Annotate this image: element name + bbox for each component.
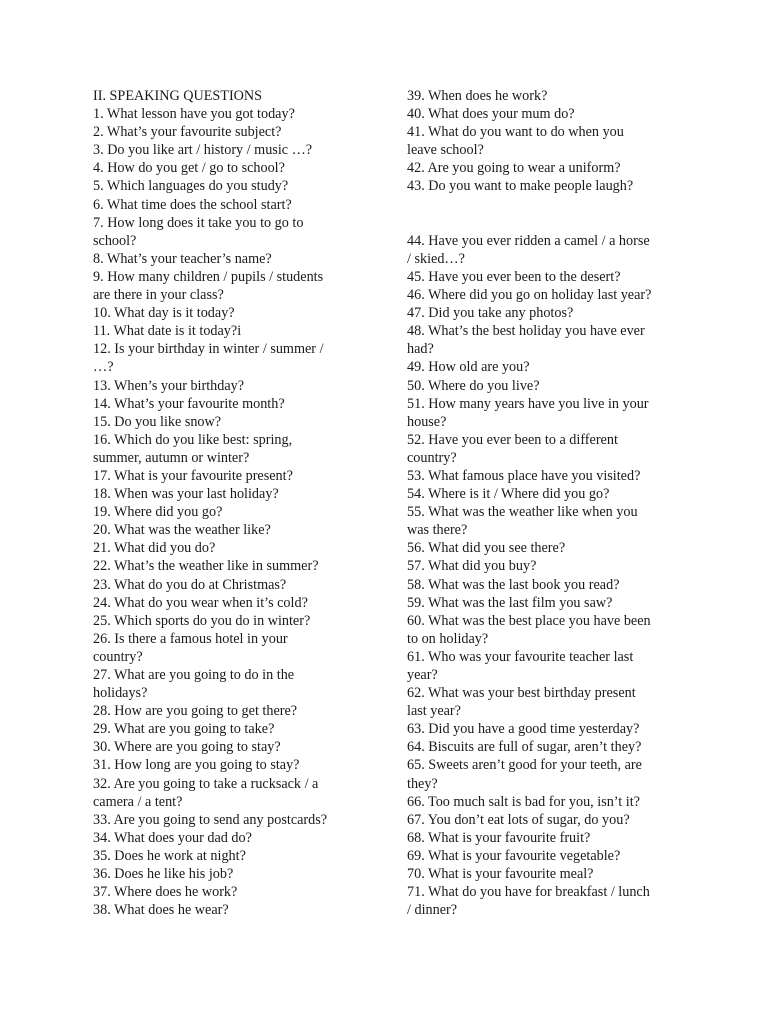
question-line: 57. What did you buy? [407, 558, 537, 575]
question-line: 3. Do you like art / history / music …? [93, 142, 313, 159]
question-line: 12. Is your birthday in winter / summer / [93, 341, 324, 358]
question-line: camera / a tent? [93, 793, 183, 810]
question-line: 4. How do you get / go to school? [93, 160, 285, 177]
question-line: 22. What’s the weather like in summer? [93, 558, 319, 575]
question-line: 67. You don’t eat lots of sugar, do you? [407, 811, 630, 828]
question-line: 25. Which sports do you do in winter? [93, 612, 311, 629]
question-line: 20. What was the weather like? [93, 522, 271, 539]
question-line: 38. What does he wear? [93, 902, 229, 919]
question-line: 10. What day is it today? [93, 305, 235, 322]
question-line: 56. What did you see there? [407, 540, 566, 557]
question-line: 1. What lesson have you got today? [93, 106, 295, 123]
question-line: last year? [407, 703, 461, 720]
question-line: / dinner? [407, 902, 458, 919]
question-line: they? [407, 775, 438, 792]
question-line: to on holiday? [407, 630, 489, 647]
question-line: 59. What was the last film you saw? [407, 594, 613, 611]
question-line: 29. What are you going to take? [93, 721, 275, 738]
question-line: 32. Are you going to take a rucksack / a [93, 775, 319, 792]
question-line: 50. Where do you live? [407, 377, 540, 394]
question-line: country? [93, 648, 143, 665]
question-line: 54. Where is it / Where did you go? [407, 486, 610, 503]
question-line: 5. Which languages do you study? [93, 178, 289, 195]
question-line: 48. What’s the best holiday you have ever [407, 323, 645, 340]
question-line: 66. Too much salt is bad for you, isn’t it? [407, 793, 640, 810]
question-line: 42. Are you going to wear a uniform? [407, 160, 621, 177]
column-gap [407, 196, 677, 232]
question-line: 65. Sweets aren’t good for your teeth, are [407, 757, 642, 774]
right-column [407, 87, 677, 919]
question-line: 64. Biscuits are full of sugar, aren’t they? [407, 739, 642, 756]
question-line: 63. Did you have a good time yesterday? [407, 721, 640, 738]
question-line: 26. Is there a famous hotel in your [93, 630, 288, 647]
question-line: 11. What date is it today?i [93, 323, 242, 340]
question-line: 60. What was the best place you have been [407, 612, 651, 629]
question-line: 46. Where did you go on holiday last year? [407, 287, 652, 304]
question-line: 68. What is your favourite fruit? [407, 829, 591, 846]
question-line: 35. Does he work at night? [93, 847, 246, 864]
question-line: / skied…? [407, 250, 465, 267]
question-line: 2. What’s your favourite subject? [93, 124, 282, 141]
right-column-bottom [407, 232, 677, 920]
question-line: 33. Are you going to send any postcards? [93, 811, 328, 828]
question-line: school? [93, 232, 137, 249]
question-line: 9. How many children / pupils / students [93, 268, 324, 285]
question-line: 61. Who was your favourite teacher last [407, 648, 634, 665]
question-line: 21. What did you do? [93, 540, 216, 557]
question-line: 15. Do you like snow? [93, 413, 222, 430]
question-line: house? [407, 413, 447, 430]
question-line: summer, autumn or winter? [93, 449, 250, 466]
question-line: 16. Which do you like best: spring, [93, 431, 293, 448]
question-line: holidays? [93, 685, 148, 702]
question-line: 44. Have you ever ridden a camel / a horse [407, 232, 650, 249]
question-line: 39. When does he work? [407, 88, 548, 104]
question-line: 40. What does your mum do? [407, 106, 575, 123]
section-heading: II. SPEAKING QUESTIONS [93, 88, 263, 104]
question-line: 49. How old are you? [407, 359, 530, 376]
question-line: 24. What do you wear when it’s cold? [93, 594, 308, 611]
question-line: 45. Have you ever been to the desert? [407, 268, 621, 285]
question-line: 58. What was the last book you read? [407, 576, 620, 593]
question-line: 13. When’s your birthday? [93, 377, 245, 394]
question-line: 43. Do you want to make people laugh? [407, 178, 634, 195]
question-line: 71. What do you have for breakfast / lunch [407, 884, 650, 901]
question-line: 37. Where does he work? [93, 884, 238, 901]
question-line: 23. What do you do at Christmas? [93, 576, 287, 593]
question-line: 19. Where did you go? [93, 504, 223, 521]
question-line: 69. What is your favourite vegetable? [407, 847, 621, 864]
question-line: 55. What was the weather like when you [407, 504, 638, 521]
question-line: 28. How are you going to get there? [93, 703, 298, 720]
question-line: 41. What do you want to do when you [407, 124, 624, 141]
question-line: year? [407, 667, 438, 683]
question-line: 7. How long does it take you to go to [93, 214, 304, 231]
question-line: 52. Have you ever been to a different [407, 431, 618, 448]
question-line: …? [93, 359, 114, 376]
question-line: 27. What are you going to do in the [93, 667, 295, 683]
question-line: 14. What’s your favourite month? [93, 395, 285, 412]
question-line: was there? [407, 522, 468, 539]
question-line: 6. What time does the school start? [93, 196, 292, 213]
question-line: 36. Does he like his job? [93, 866, 234, 883]
question-line: country? [407, 449, 457, 466]
right-column-top [407, 87, 677, 196]
question-line: 31. How long are you going to stay? [93, 757, 300, 774]
question-line: 8. What’s your teacher’s name? [93, 250, 272, 267]
question-line: 70. What is your favourite meal? [407, 866, 594, 883]
question-line: are there in your class? [93, 287, 224, 304]
question-line: 18. When was your last holiday? [93, 486, 279, 503]
question-line: had? [407, 341, 434, 358]
question-line: 30. Where are you going to stay? [93, 739, 281, 756]
question-line: 51. How many years have you live in your [407, 395, 649, 412]
question-line: 53. What famous place have you visited? [407, 467, 641, 484]
left-column [93, 87, 378, 919]
question-line: 17. What is your favourite present? [93, 467, 293, 484]
question-line: leave school? [407, 142, 484, 159]
question-line: 62. What was your best birthday present [407, 685, 636, 702]
question-line: 47. Did you take any photos? [407, 305, 574, 322]
question-line: 34. What does your dad do? [93, 829, 252, 846]
